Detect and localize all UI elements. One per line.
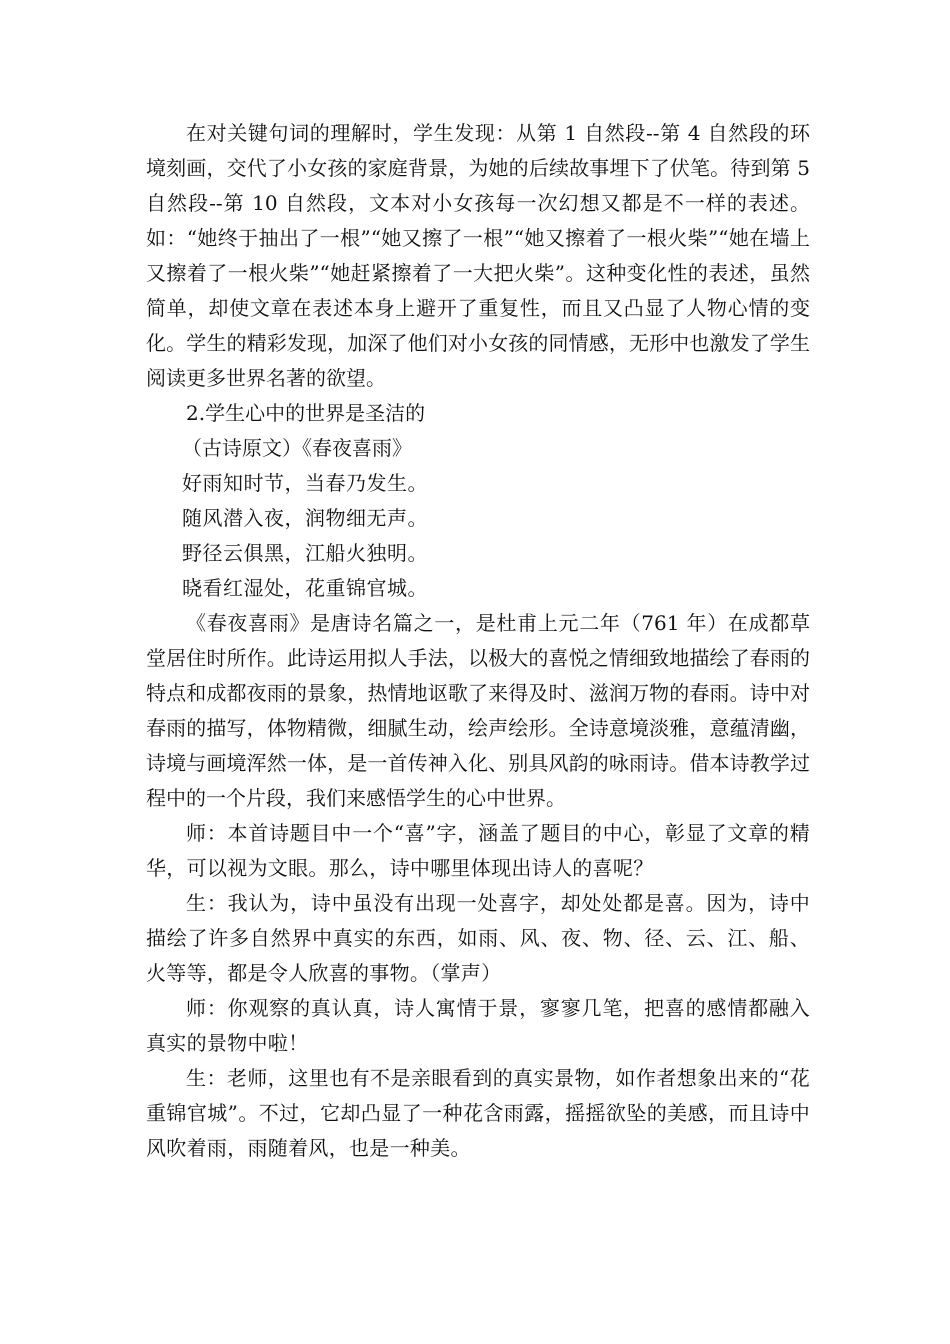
poem-line: 好雨知时节，当春乃发生。 — [182, 471, 428, 495]
paragraph-matchgirl-analysis: 在对关键句词的理解时，学生发现：从第 1 自然段--第 4 自然段的环境刻画，交代了小女孩的家庭背景，为她的后续故事埋下了伏笔。待到第 5 自然段--第 10 自然段，文本对小女孩每一次幻想又都是不一样的表述。如：“她终于抽出了一根”“她又擦了一根”“她又擦着了一根火柴”“她在墙上又擦着了一根火柴”“她赶紧擦着了一大把火柴”。这种变化性的表述，虽然简单，却使文章在表述本身上避开了重复性，而且又凸显了人物心情的变化。学生的精彩发现，加深了他们对小女孩的同情感，无形中也激发了学生阅读更多世界名著的欲望。 — [146, 121, 810, 390]
dialog-teacher-2: 师：你观察的真认真，诗人寓情于景，寥寥几笔，把喜的感情都融入真实的景物中啦！ — [146, 996, 810, 1055]
section-heading-2: 2.学生心中的世界是圣洁的 — [186, 401, 426, 425]
dialog-teacher-1: 师：本首诗题目中一个“喜”字，涵盖了题目的中心，彰显了文章的精华，可以视为文眼。那么，诗中哪里体现出诗人的喜呢？ — [146, 821, 810, 880]
poem-line: 随风潜入夜，润物细无声。 — [182, 506, 428, 530]
poem-title: （古诗原文）《春夜喜雨》 — [182, 436, 412, 460]
poem-line: 野径云俱黑，江船火独明。 — [182, 541, 428, 565]
dialog-student-2: 生：老师，这里也有不是亲眼看到的真实景物，如作者想象出来的“花重锦官城”。不过，它却凸显了一种花含雨露，摇摇欲坠的美感，而且诗中风吹着雨，雨随着风，也是一种美。 — [146, 1066, 810, 1160]
document-body — [146, 116, 810, 1166]
poem-line: 晓看红湿处，花重锦官城。 — [182, 576, 428, 600]
paragraph-poem-intro: 《春夜喜雨》是唐诗名篇之一，是杜甫上元二年（761 年）在成都草堂居住时所作。此诗运用拟人手法，以极大的喜悦之情细致地描绘了春雨的特点和成都夜雨的景象，热情地讴歌了来得及时、滋润万物的春雨。诗中对春雨的描写，体物精微，细腻生动，绘声绘形。全诗意境淡雅，意蕴清幽，诗境与画境浑然一体，是一首传神入化、别具风韵的咏雨诗。借本诗教学过程中的一个片段，我们来感悟学生的心中世界。 — [146, 611, 810, 810]
dialog-student-1: 生：我认为，诗中虽没有出现一处喜字，却处处都是喜。因为，诗中描绘了许多自然界中真实的东西，如雨、风、夜、物、径、云、江、船、火等等，都是令人欣喜的事物。（掌声） — [146, 891, 810, 985]
